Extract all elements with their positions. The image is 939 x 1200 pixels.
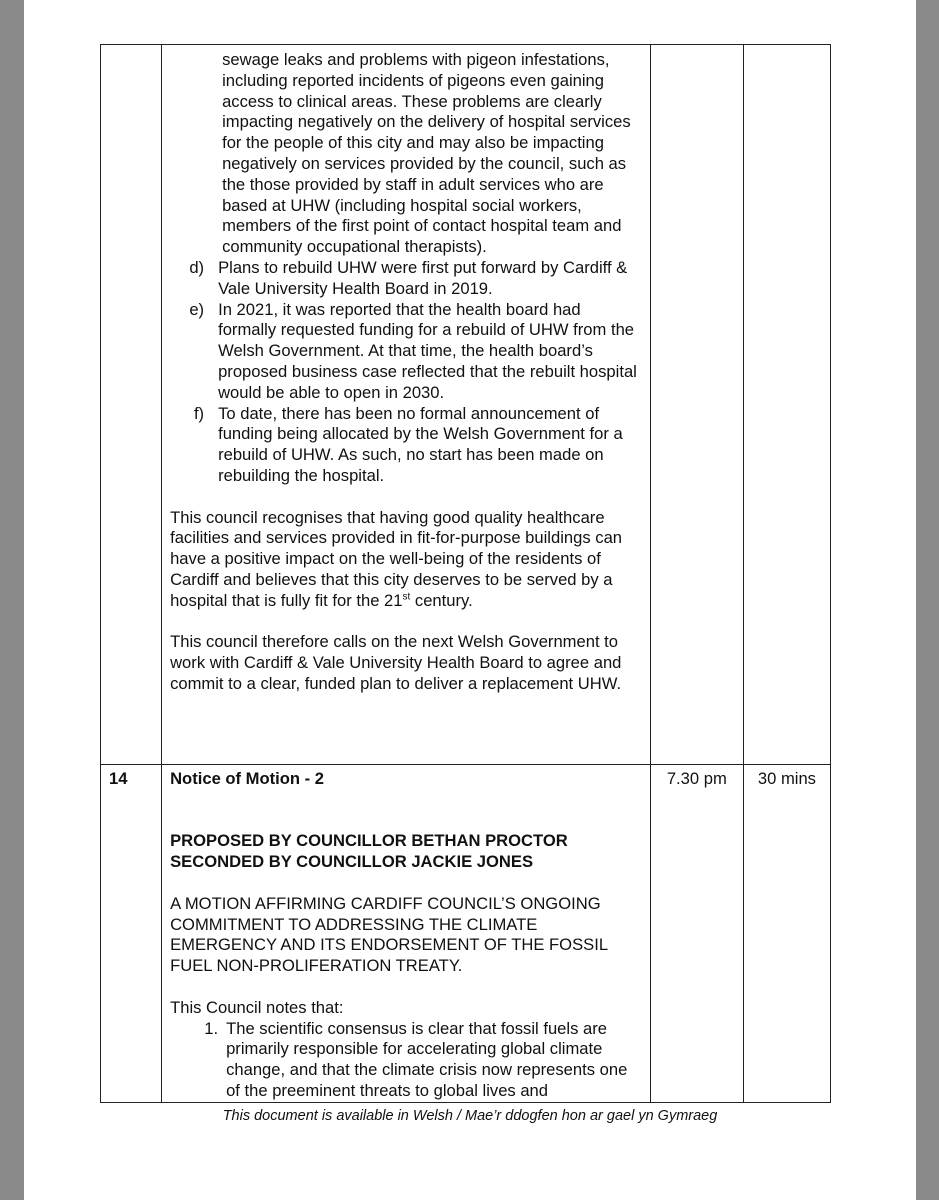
- list-item: [170, 300, 642, 404]
- list-marker: 1.: [204, 1018, 219, 1038]
- item-c-continuation: sewage leaks and problems with pigeon infestations, including reported incidents of pigeons even gaining access to clinical areas. These problems are clearly impacting negatively on the delivery of hospital services for the people of this city and may also be impacting negatively on services provided by the council, such as the those provided by staff in adult services who are based at UHW (including hospital social workers, members of the first point of contact hospital team and community occupational therapists).: [222, 50, 631, 257]
- list-marker: d): [189, 257, 205, 277]
- footer-note: This document is available in Welsh / Mae’r ddogfen hon ar gael yn Gymraeg: [222, 1108, 718, 1124]
- item-number-cell: [101, 765, 162, 1103]
- proposed-by: PROPOSED BY COUNCILLOR BETHAN PROCTOR: [170, 831, 568, 851]
- item-number-cell: [101, 45, 162, 765]
- duration-cell: [743, 765, 830, 1103]
- time-cell: [650, 765, 743, 1103]
- duration-cell: [743, 45, 830, 765]
- notes-list: [170, 1019, 642, 1102]
- list-text: In 2021, it was reported that the health board had formally requested funding for a rebuild of UHW from the Welsh Government. At that time, the health board’s proposed business case reflected that the rebuilt hospital would be able to open in 2030.: [218, 299, 637, 402]
- list-marker: e): [189, 299, 205, 319]
- item-content-cell: [162, 45, 651, 765]
- document-page: [24, 0, 916, 1200]
- item-time: 7.30 pm: [666, 769, 727, 788]
- list-item: [170, 1019, 642, 1102]
- item-duration: 30 mins: [757, 769, 816, 788]
- list-text: The scientific consensus is clear that fossil fuels are primarily responsible for accelerating global climate change, and that the climate crisis now represents one of the preeminent threats to global lives and: [226, 1018, 628, 1100]
- sub-list: [170, 258, 642, 487]
- notes-intro: This Council notes that:: [170, 997, 344, 1017]
- item-content-cell: [162, 765, 651, 1103]
- paragraph-calls-on: This council therefore calls on the next Welsh Government to work with Cardiff & Vale University Health Board to agree and commit to a clear, funded plan to deliver a replacement UHW.: [170, 632, 622, 693]
- item-number: 14: [109, 769, 128, 788]
- item-title: Notice of Motion - 2: [170, 769, 325, 788]
- list-text: To date, there has been no formal announcement of funding being allocated by the Welsh Government for a rebuild of UHW. As such, no start has been made on rebuilding the hospital.: [218, 403, 623, 485]
- list-item: [170, 258, 642, 300]
- paragraph-recognises: This council recognises that having good quality healthcare facilities and services provided in fit-for-purpose buildings can have a positive impact on the well-being of the residents of Cardiff and believes that this city deserves to be served by a hospital that is fully fit for the 21st century.: [170, 507, 623, 610]
- list-marker: f): [193, 403, 205, 423]
- time-cell: [650, 45, 743, 765]
- seconded-by: SECONDED BY COUNCILLOR JACKIE JONES: [170, 852, 534, 872]
- agenda-table: [100, 44, 831, 1103]
- table-row: [101, 765, 831, 1103]
- list-text: Plans to rebuild UHW were first put forward by Cardiff & Vale University Health Board in 2019.: [218, 257, 628, 298]
- table-row: [101, 45, 831, 765]
- list-item: [170, 404, 642, 487]
- motion-heading: A MOTION AFFIRMING CARDIFF COUNCIL’S ONGOING COMMITMENT TO ADDRESSING THE CLIMATE EMERGENCY AND ITS ENDORSEMENT OF THE FOSSIL FUEL NON-PROLIFERATION TREATY.: [170, 893, 608, 976]
